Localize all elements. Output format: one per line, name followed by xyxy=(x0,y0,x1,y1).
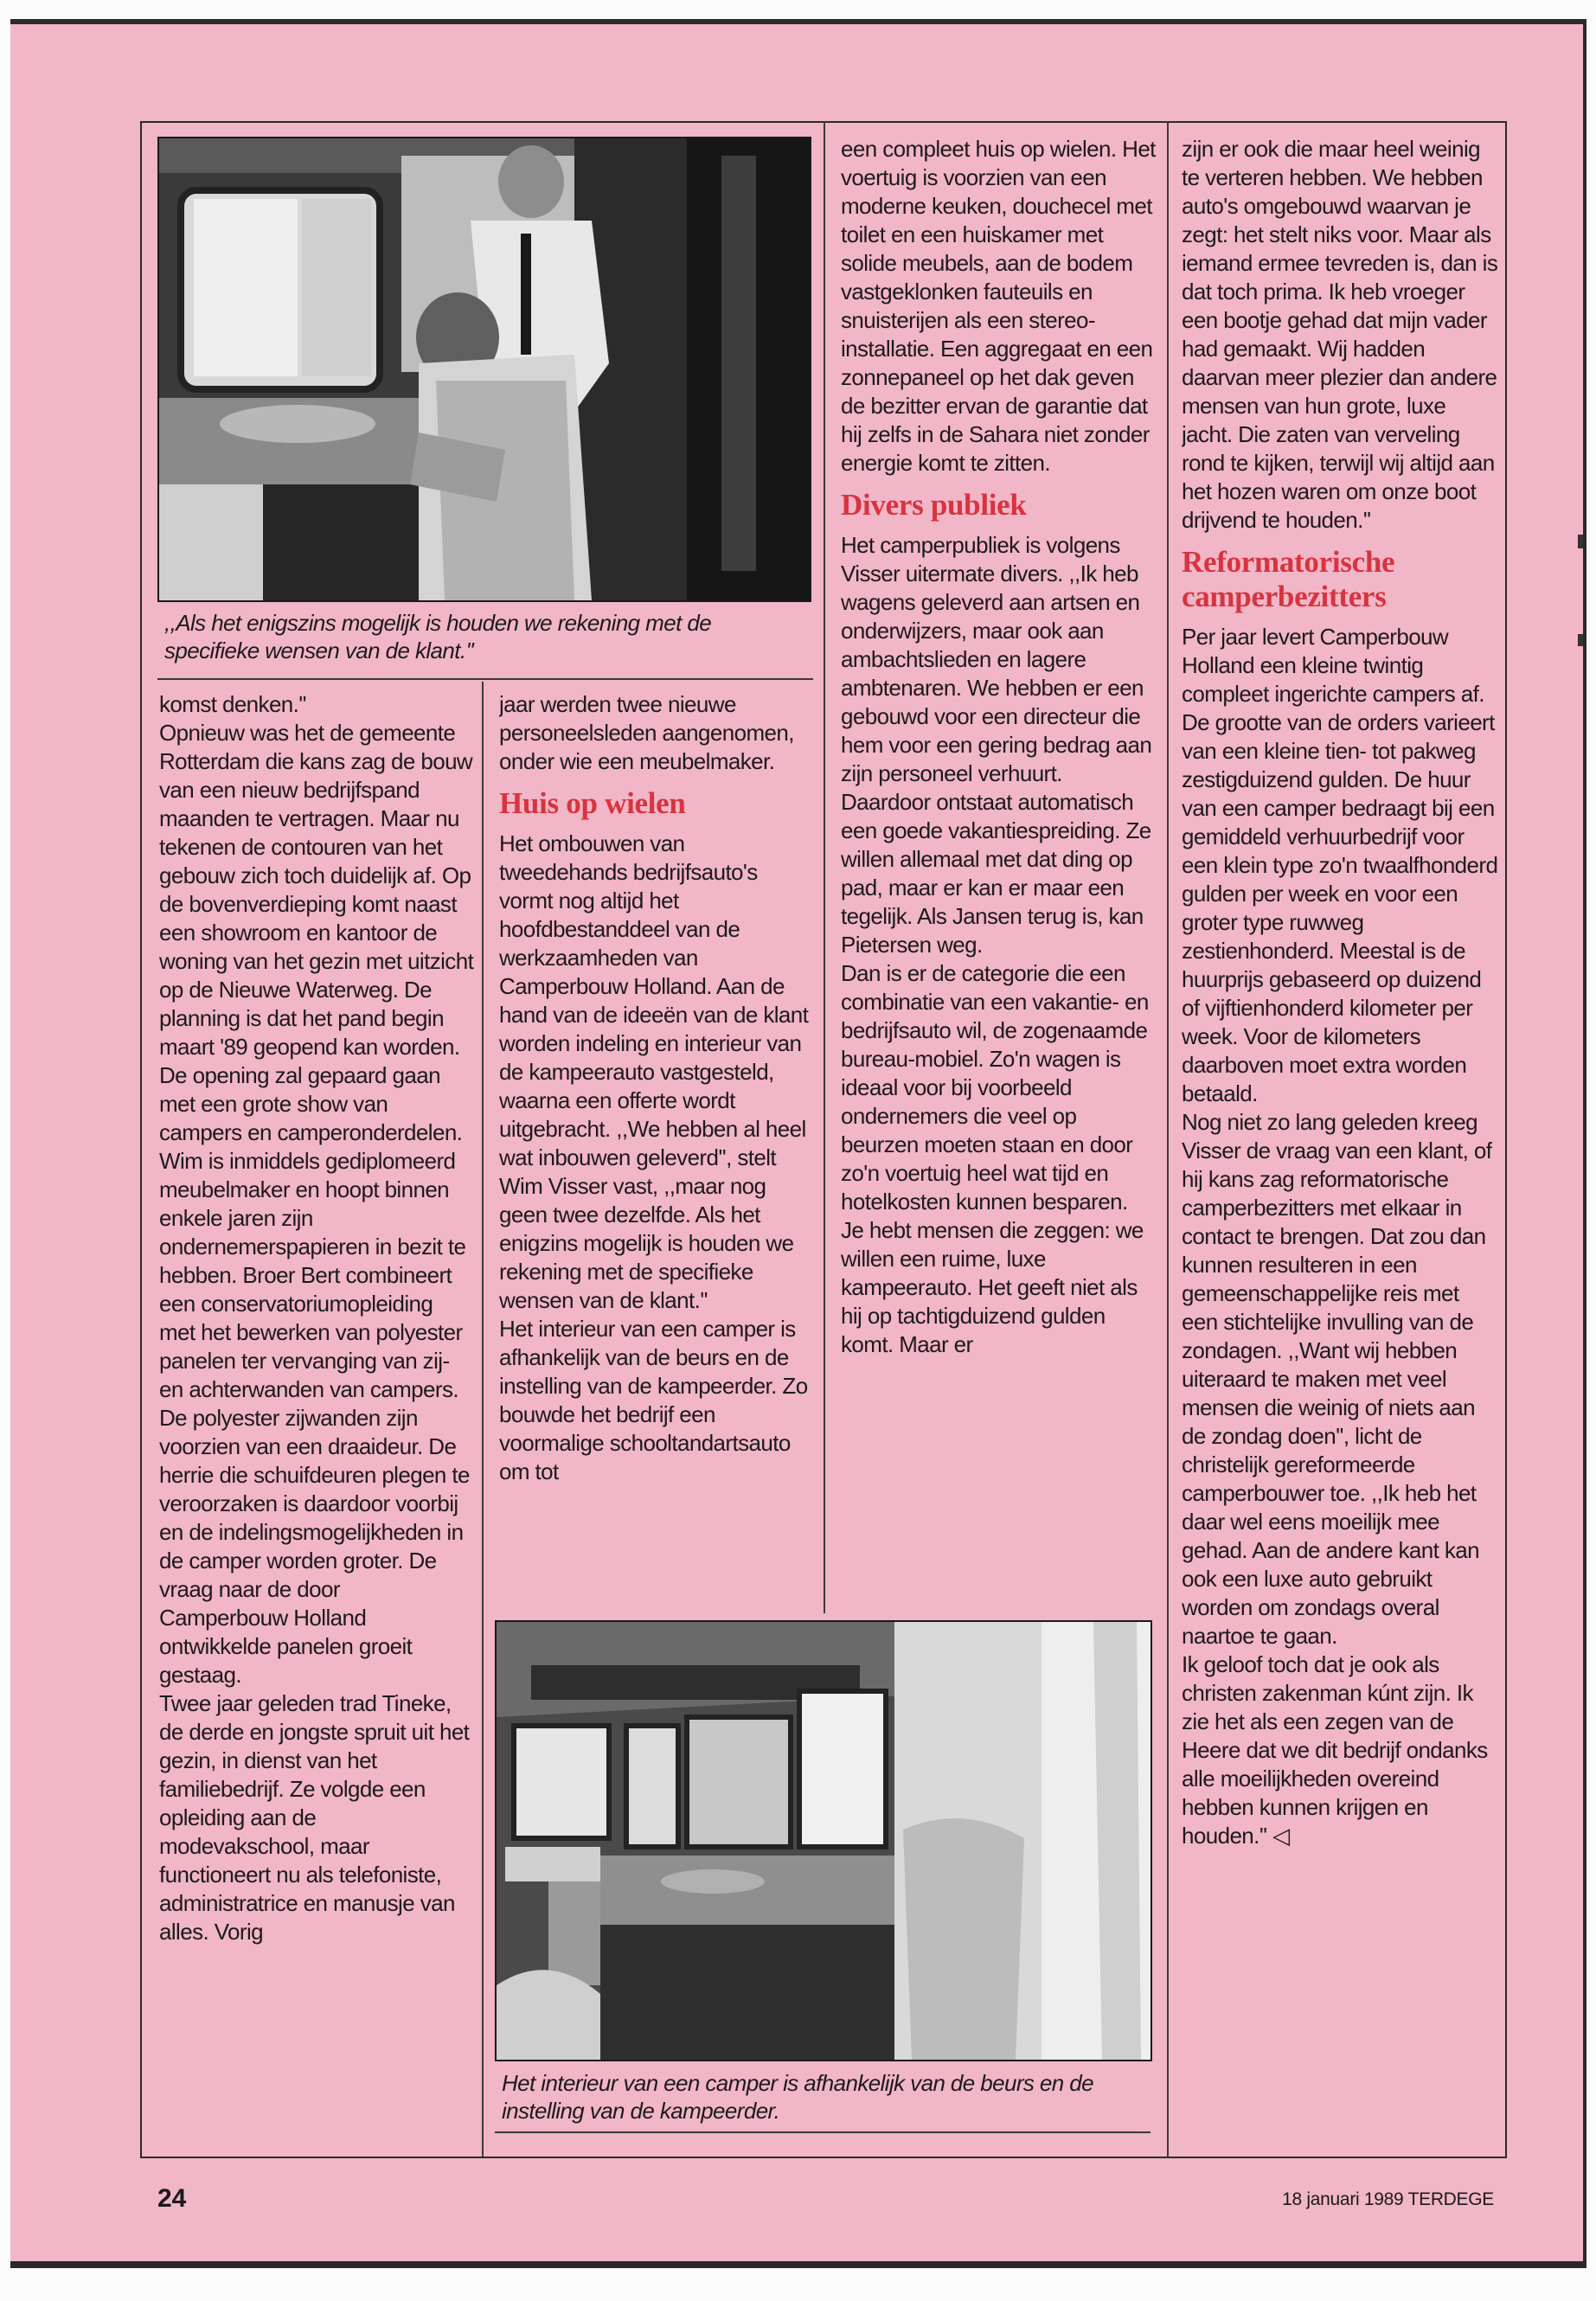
column-1-paragraph: komst denken.'' xyxy=(159,691,307,717)
column-4-paragraph: Nog niet zo lang geleden kreeg Visser de vraag van een klant, of hij kans zag reformatorische camperbezitters met elkaar in contact te brengen. Dat zou dan kunnen resulteren in een gemeenschappelijke reis met een stichtelijke invulling van de zondagen. ,,Want wij hebben uiteraard te maken met veel mensen die weinig of niets aan de zondag doen'', licht de christelijk gereformeerde camperbouwer toe. ,,Ik heb het daar wel eens moeilijk mee gehad. Aan de andere kant kan ook een luxe auto gebruikt worden om zondags overal naartoe te gaan. xyxy=(1182,1109,1492,1649)
column-2 xyxy=(499,690,814,1603)
camper-interior-photo-illustration xyxy=(497,1622,1151,2060)
scan-margin-mark xyxy=(1578,634,1583,646)
column-1 xyxy=(159,690,474,2152)
bottom-photo-caption: Het interieur van een camper is afhankelijk van de beurs en de instelling van de kampeerder. xyxy=(502,2070,1093,2124)
section-heading-huis-op-wielen: Huis op wielen xyxy=(499,786,686,820)
bottom-photo xyxy=(495,1620,1152,2061)
column-rule-2 xyxy=(824,121,825,1613)
column-3-paragraph: Dan is er de categorie die een combinatie van een vakantie- en bedrijfsauto wil, de zogenaamde bureau-mobiel. Zo'n wagen is ideaal voor bij voorbeeld ondernemers die veel op beurzen moeten staan en door zo'n voertuig heel wat tijd en hotelkosten kunnen besparen. xyxy=(841,960,1149,1215)
column-4-paragraph: Ik geloof toch dat je ook als christen zakenman kúnt zijn. Ik zie het als een zegen van de Heere dat we dit bedrijf ondanks alle moeilijkheden overeind hebben kunnen krijgen en houden.'' ◁ xyxy=(1182,1651,1488,1849)
footer-issue-date: 18 januari 1989 TERDEGE xyxy=(1282,2189,1494,2209)
top-photo xyxy=(157,137,811,602)
bottom-caption-rule xyxy=(495,2131,1151,2133)
column-1-paragraph: Twee jaar geleden trad Tineke, de derde en jongste spruit uit het gezin, in dienst van het familiebedrijf. Ze volgde een opleiding aan de modevakschool, maar functioneert nu als telefoniste, administratrice en manusje van alles. Vorig xyxy=(159,1690,470,1945)
column-2-paragraph: Het interieur van een camper is afhankelijk van de beurs en de instelling van de kampeerder. Zo bouwde het bedrijf een voormalige schooltandartsauto om tot xyxy=(499,1316,808,1484)
workshop-photo-illustration xyxy=(159,138,810,600)
column-4-intro: zijn er ook die maar heel weinig te verteren hebben. We hebben auto's omgebouwd waarvan je zegt: het stelt niks voor. Maar als iemand ermee tevreden is, dan is dat toch prima. Ik heb vroeger een bootje gehad dat mijn vader had gemaakt. Wij hadden daarvan meer plezier dan andere mensen van hun grote, luxe jacht. Die zaten van verveling rond te kijken, terwijl wij altijd aan het hozen waren om onze boot drijvend te houden.'' xyxy=(1182,136,1498,533)
top-caption-rule xyxy=(157,678,813,680)
column-3-intro: een compleet huis op wielen. Het voertuig is voorzien van een moderne keuken, douchecel met toilet en een huiskamer met solide meubels, aan de bodem vastgeklonken fauteuils en snuisterijen als een stereo-installatie. Een aggregaat en een zonnepaneel op het dak geven de bezitter ervan de garantie dat hij zelfs in de Sahara niet zonder energie komt te zitten. xyxy=(841,136,1156,476)
column-3-paragraph: Het camperpubliek is volgens Visser uitermate divers. ,,Ik heb wagens geleverd aan artsen en onderwijzers, maar ook aan ambachtslieden en lagere ambtenaren. We hebben er een gebouwd voor een directeur die hem voor een gering bedrag aan zijn personeel verhuurt. Daardoor ontstaat automatisch een goede vakantiespreiding. Ze willen allemaal met dat ding op pad, maar er kan er maar een tegelijk. Als Jansen terug is, kan Pietersen weg. xyxy=(841,532,1152,958)
scan-margin-mark xyxy=(1578,535,1583,548)
magazine-page xyxy=(10,19,1586,2268)
column-rule-3 xyxy=(1167,121,1169,2158)
column-3-paragraph: Je hebt mensen die zeggen: we willen een ruime, luxe kampeerauto. Het geeft niet als hij op tachtigduizend gulden komt. Maar er xyxy=(841,1217,1144,1357)
section-heading-reformatorische-camperbezitters: Reformatorische camperbezitters xyxy=(1182,545,1395,613)
column-1-paragraph: Wim is inmiddels gediplomeerd meubelmaker en hoopt binnen enkele jaren zijn ondernemerspapieren in bezit te hebben. Broer Bert combineert een conservatoriumopleiding met het bewerken van polyester panelen ter vervanging van zij- en achterwanden van campers. De polyester zijwanden zijn voorzien van een draaideur. De herrie die schuifdeuren plegen te veroorzaken is daardoor voorbij en de indelingsmogelijkheden in de camper worden groter. De vraag naar de door Camperbouw Holland ontwikkelde panelen groeit gestaag. xyxy=(159,1148,470,1688)
section-heading-divers-publiek: Divers publiek xyxy=(841,488,1027,522)
column-2-paragraph: Het ombouwen van tweedehands bedrijfsauto's vormt nog altijd het hoofdbestanddeel van de werkzaamheden van Camperbouw Holland. Aan de hand van de ideeën van de klant worden indeling en interieur van de kampeerauto vastgesteld, waarna een offerte wordt uitgebracht. ,,We hebben al heel wat inbouwen geleverd'', stelt Wim Visser vast, ,,maar nog geen twee dezelfde. Als het enigzins mogelijk is houden we rekening met de specifieke wensen van de klant.'' xyxy=(499,830,809,1313)
top-photo-caption: ,,Als het enigszins mogelijk is houden we rekening met de specifieke wensen van de klant.'' xyxy=(164,610,712,663)
column-1-paragraph: Opnieuw was het de gemeente Rotterdam die kans zag de bouw van een nieuw bedrijfspand maanden te vertragen. Maar nu tekenen de contouren van het gebouw zich toch duidelijk af. Op de bovenverdieping komt naast een showroom en kantoor de woning van het gezin met uitzicht op de Nieuwe Waterweg. De planning is dat het pand begin maart '89 geopend kan worden. De opening zal gepaard gaan met een grote show van campers en camperonderdelen. xyxy=(159,720,474,1145)
column-rule-1 xyxy=(482,682,484,2157)
column-4 xyxy=(1182,135,1500,2155)
column-2-intro: jaar werden twee nieuwe personeelsleden aangenomen, onder wie een meubelmaker. xyxy=(499,691,794,774)
column-4-paragraph: Per jaar levert Camperbouw Holland een kleine twintig compleet ingerichte campers af. De grootte van de orders varieert van een kleine tien- tot pakweg zestigduizend gulden. De huur van een camper bedraagt bij een gemiddeld verhuurbedrijf voor een klein type zo'n twaalfhonderd gulden per week en voor een groter type ruwweg zestienhonderd. Meestal is de huurprijs gebaseerd op duizend of vijftienhonderd kilometer per week. Voor de kilometers daarboven moet extra worden betaald. xyxy=(1182,624,1498,1106)
column-3 xyxy=(841,135,1157,1603)
page-number: 24 xyxy=(157,2184,187,2213)
